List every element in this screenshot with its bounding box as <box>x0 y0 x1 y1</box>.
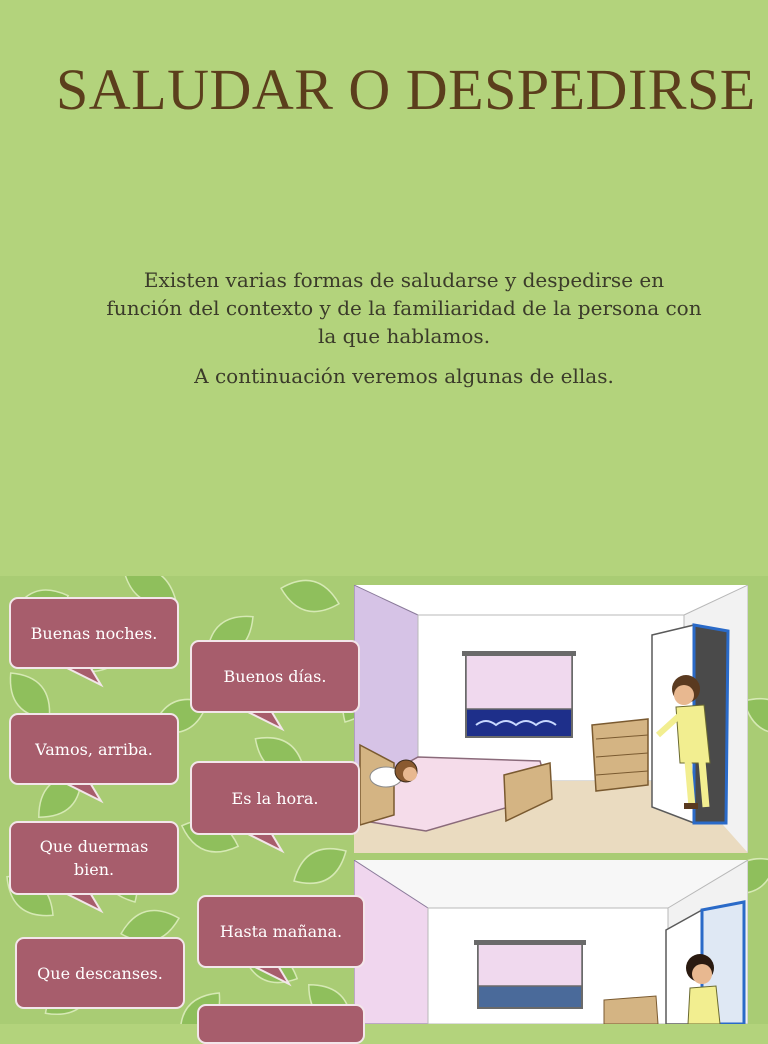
bedroom-night-illustration <box>354 860 748 1024</box>
speech-bubble-hasta-manana <box>197 895 365 968</box>
bubble-text: Buenos días. <box>190 640 360 713</box>
speech-bubble-que-descanses <box>15 937 185 1009</box>
speech-bubble-buenas-noches <box>9 597 179 669</box>
bubble-text: Buenas noches. <box>9 597 179 669</box>
speech-bubble-buenos-dias <box>190 640 360 713</box>
slide-title: SALUDAR O DESPEDIRSE <box>56 57 756 122</box>
intro-paragraph-1: Existen varias formas de saludarse y despedirse en función del contexto y de la familiaridad de la persona con la que hablamos. <box>106 268 702 348</box>
bubble-text: Que descanses. <box>15 937 185 1009</box>
bubble-text: Vamos, arriba. <box>9 713 179 785</box>
intro-paragraph-2: A continuación veremos algunas de ellas. <box>194 364 614 388</box>
speech-bubble-que-duermas-bien <box>9 821 179 895</box>
speech-bubble-es-la-hora <box>190 761 360 835</box>
bubble-text: Hasta mañana. <box>197 895 365 968</box>
bubble-text: Es la hora. <box>190 761 360 835</box>
bedroom-morning-illustration <box>354 585 748 853</box>
intro-text <box>104 266 704 390</box>
bubble-text: Que duermas bien. <box>9 821 179 895</box>
speech-bubble-vamos-arriba <box>9 713 179 785</box>
speech-bubble-partial <box>197 1004 365 1044</box>
